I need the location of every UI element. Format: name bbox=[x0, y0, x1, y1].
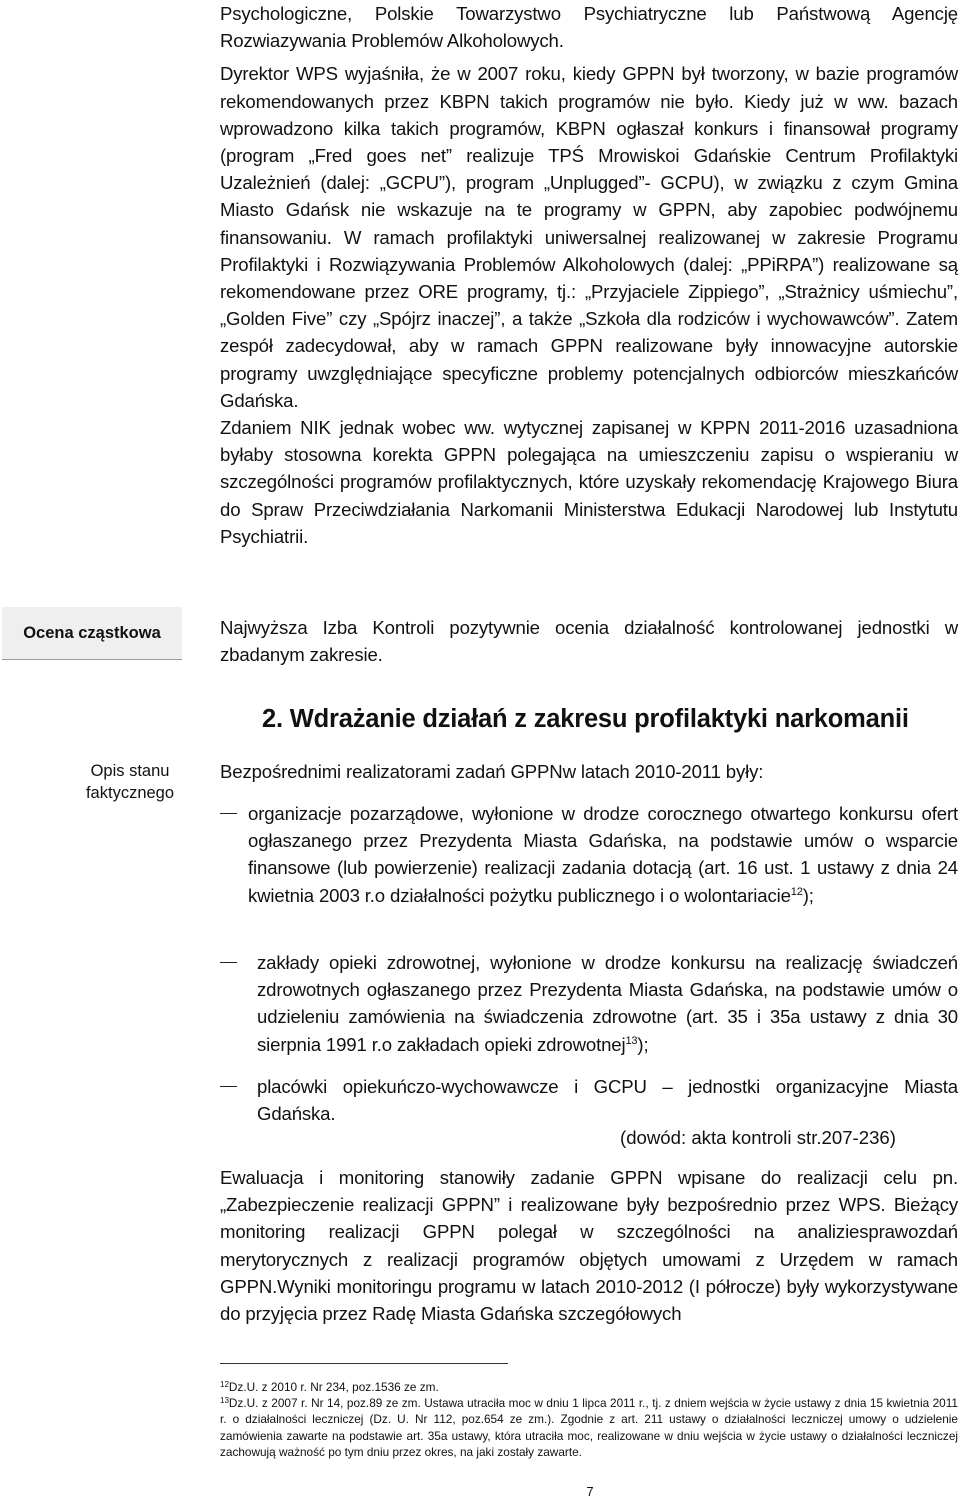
paragraph-continuation: Psychologiczne, Polskie Towarzystwo Psychiatryczne lub Państwową Agencję Rozwiazywania Problemów Alkoholowych. bbox=[220, 3, 958, 52]
section-heading: 2. Wdrażanie działań z zakresu profilaktyki narkomanii bbox=[262, 705, 909, 733]
paragraph-dyrektor: Dyrektor WPS wyjaśniła, że w 2007 roku, kiedy GPPN był tworzony, w bazie programów rekomendowanych przez KBPN takich programów nie było. Kiedy już w ww. bazach wprowadzono kilka takich programów, KBPN ogłaszał konkurs i finansował programy (program „Fred goes net” realizuje TPŚ Mrowiskoi Gdańskie Centrum Profilaktyki Uzależnień (dalej: „GCPU”), program „Unplugged”- GCPU), w związku z czym Gmina Miasto Gdańsk nie wskazuje na te programy w GPPN, aby zapobiec podwójnemu finansowaniu. W ramach profilaktyki uniwersalnej realizowanej w zakresie Programu Profilaktyki i Rozwiązywania Problemów Alkoholowych (dalej: „PPiRPA”) realizowane są rekomendowane przez ORE programy, tj.: „Przyjaciele Zippiego”, „Strażnicy uśmiechu”, „Golden Five” czy „Spójrz inaczej”, a także „Szkoła dla rodziców i wychowawców”. Zatem zespół zadecydował, aby w ramach GPPN realizowane były innowacyjne autorskie programy uwzględniające specyficzne problemy potencjalnych odbiorców mieszkańców Gdańska. bbox=[220, 63, 958, 411]
dash-bullet-icon bbox=[220, 813, 237, 814]
page-number: 7 bbox=[586, 1484, 594, 1499]
ocena-czastkowa-label-box bbox=[2, 607, 182, 660]
intro-paragraph: Bezpośrednimi realizatorami zadań GPPNw latach 2010-2011 były: bbox=[220, 761, 764, 782]
footnotes bbox=[220, 1379, 958, 1460]
footnote-ref[interactable]: 12 bbox=[790, 885, 803, 898]
footnote-separator bbox=[220, 1363, 508, 1364]
list-item-text: placówki opiekuńczo-wychowawcze i GCPU – jednostki organizacyjne Miasta Gdańska. bbox=[257, 1076, 958, 1125]
ewaluacja-paragraph-wrap bbox=[220, 1164, 958, 1327]
intro-paragraph-wrap bbox=[220, 758, 958, 785]
paragraph-nik-opinion: Zdaniem NIK jednak wobec ww. wytycznej zapisanej w KPPN 2011-2016 uzasadniona byłaby stosowna korekta GPPN polegająca na umieszczeniu zapisu o wspieraniu w szczególności programów profilaktycznych, które uzyskały rekomendację Krajowego Biura do Spraw Przeciwdziałania Narkomanii Ministerstwa Edukacji Narodowej lub Instytutu Psychiatrii. bbox=[220, 417, 958, 547]
ocena-paragraph-wrap bbox=[220, 614, 958, 668]
list-item-text: zakłady opieki zdrowotnej, wyłonione w drodze konkursu na realizację świadczeń zdrowotnych ogłaszanego przez Prezydenta Miasta Gdańska, na podstawie umów o udzieleniu zamówienia na świadczenia zdrowotne (art. 35 i 35a ustawy z dnia 30 sierpnia 1991 r.o zakładach opieki zdrowotnej$^{13}$); bbox=[257, 952, 958, 1055]
evidence-reference: (dowód: akta kontroli str.207-236) bbox=[620, 1127, 896, 1148]
dash-bullet-icon bbox=[220, 1086, 237, 1087]
continued-text-block bbox=[220, 0, 958, 550]
ewaluacja-paragraph: Ewaluacja i monitoring stanowiły zadanie GPPN wpisane do realizacji celu pn. „Zabezpieczenie realizacji GPPN” i realizowane były bezpośrednio przez WPS. Bieżący monitoring realizacji GPPN polegał w szczególności na analiziesprawozdań merytorycznych z realizacji programów objętych umowami z Urzędem w ramach GPPN.Wyniki monitoringu programu w latach 2010-2012 (I półrocze) były wykorzystywane do przyjęcia przez Radę Miasta Gdańska szczegółowych bbox=[220, 1167, 958, 1325]
dash-bullet-icon bbox=[220, 962, 237, 963]
footnote: $^{12}$Dz.U. z 2010 r. Nr 234, poz.1536 ze zm. bbox=[220, 1380, 439, 1394]
ocena-paragraph: Najwyższa Izba Kontroli pozytywnie ocenia działalność kontrolowanej jednostki w zbadanym zakresie. bbox=[220, 617, 958, 666]
ocena-czastkowa-label: Ocena cząstkowa bbox=[23, 623, 161, 642]
opis-stanu-label: Opis stanu faktycznego bbox=[85, 762, 175, 802]
list-item-text: organizacje pozarządowe, wyłonione w drodze corocznego otwartego konkursu ofert ogłaszanego przez Prezydenta Miasta Gdańska, na podstawie umów o wsparcie finansowe (lub powierzenie) realizacji zadania dotacją (art. 16 ust. 1 ustawy z dnia 24 kwietnia 2003 r.o działalności pożytku publicznego i o wolontariacie$^{12}$); bbox=[248, 803, 958, 906]
footnote-ref[interactable]: 13 bbox=[625, 1034, 638, 1047]
footnote: $^{13}$Dz.U. z 2007 r. Nr 14, poz.89 ze zm. Ustawa utraciła moc w dniu 1 lipca 2011 r., tj. z dniem wejścia w życie ustawy z dnia 15 kwietnia 2011 r. o działalności leczniczej (Dz. U. Nr 112, poz.654 ze zm.). Zgodnie z art. 211 ustawy o działalności leczniczej umowy o udzielenie zamówienia zawarte na podstawie art. 35a ustawy, która utraciła moc, realizowane w dniu wejścia w życie ustawy o działalności leczniczej zachowują ważność po tym dniu przez okres, na jaki zostały zawarte. bbox=[220, 1396, 958, 1459]
